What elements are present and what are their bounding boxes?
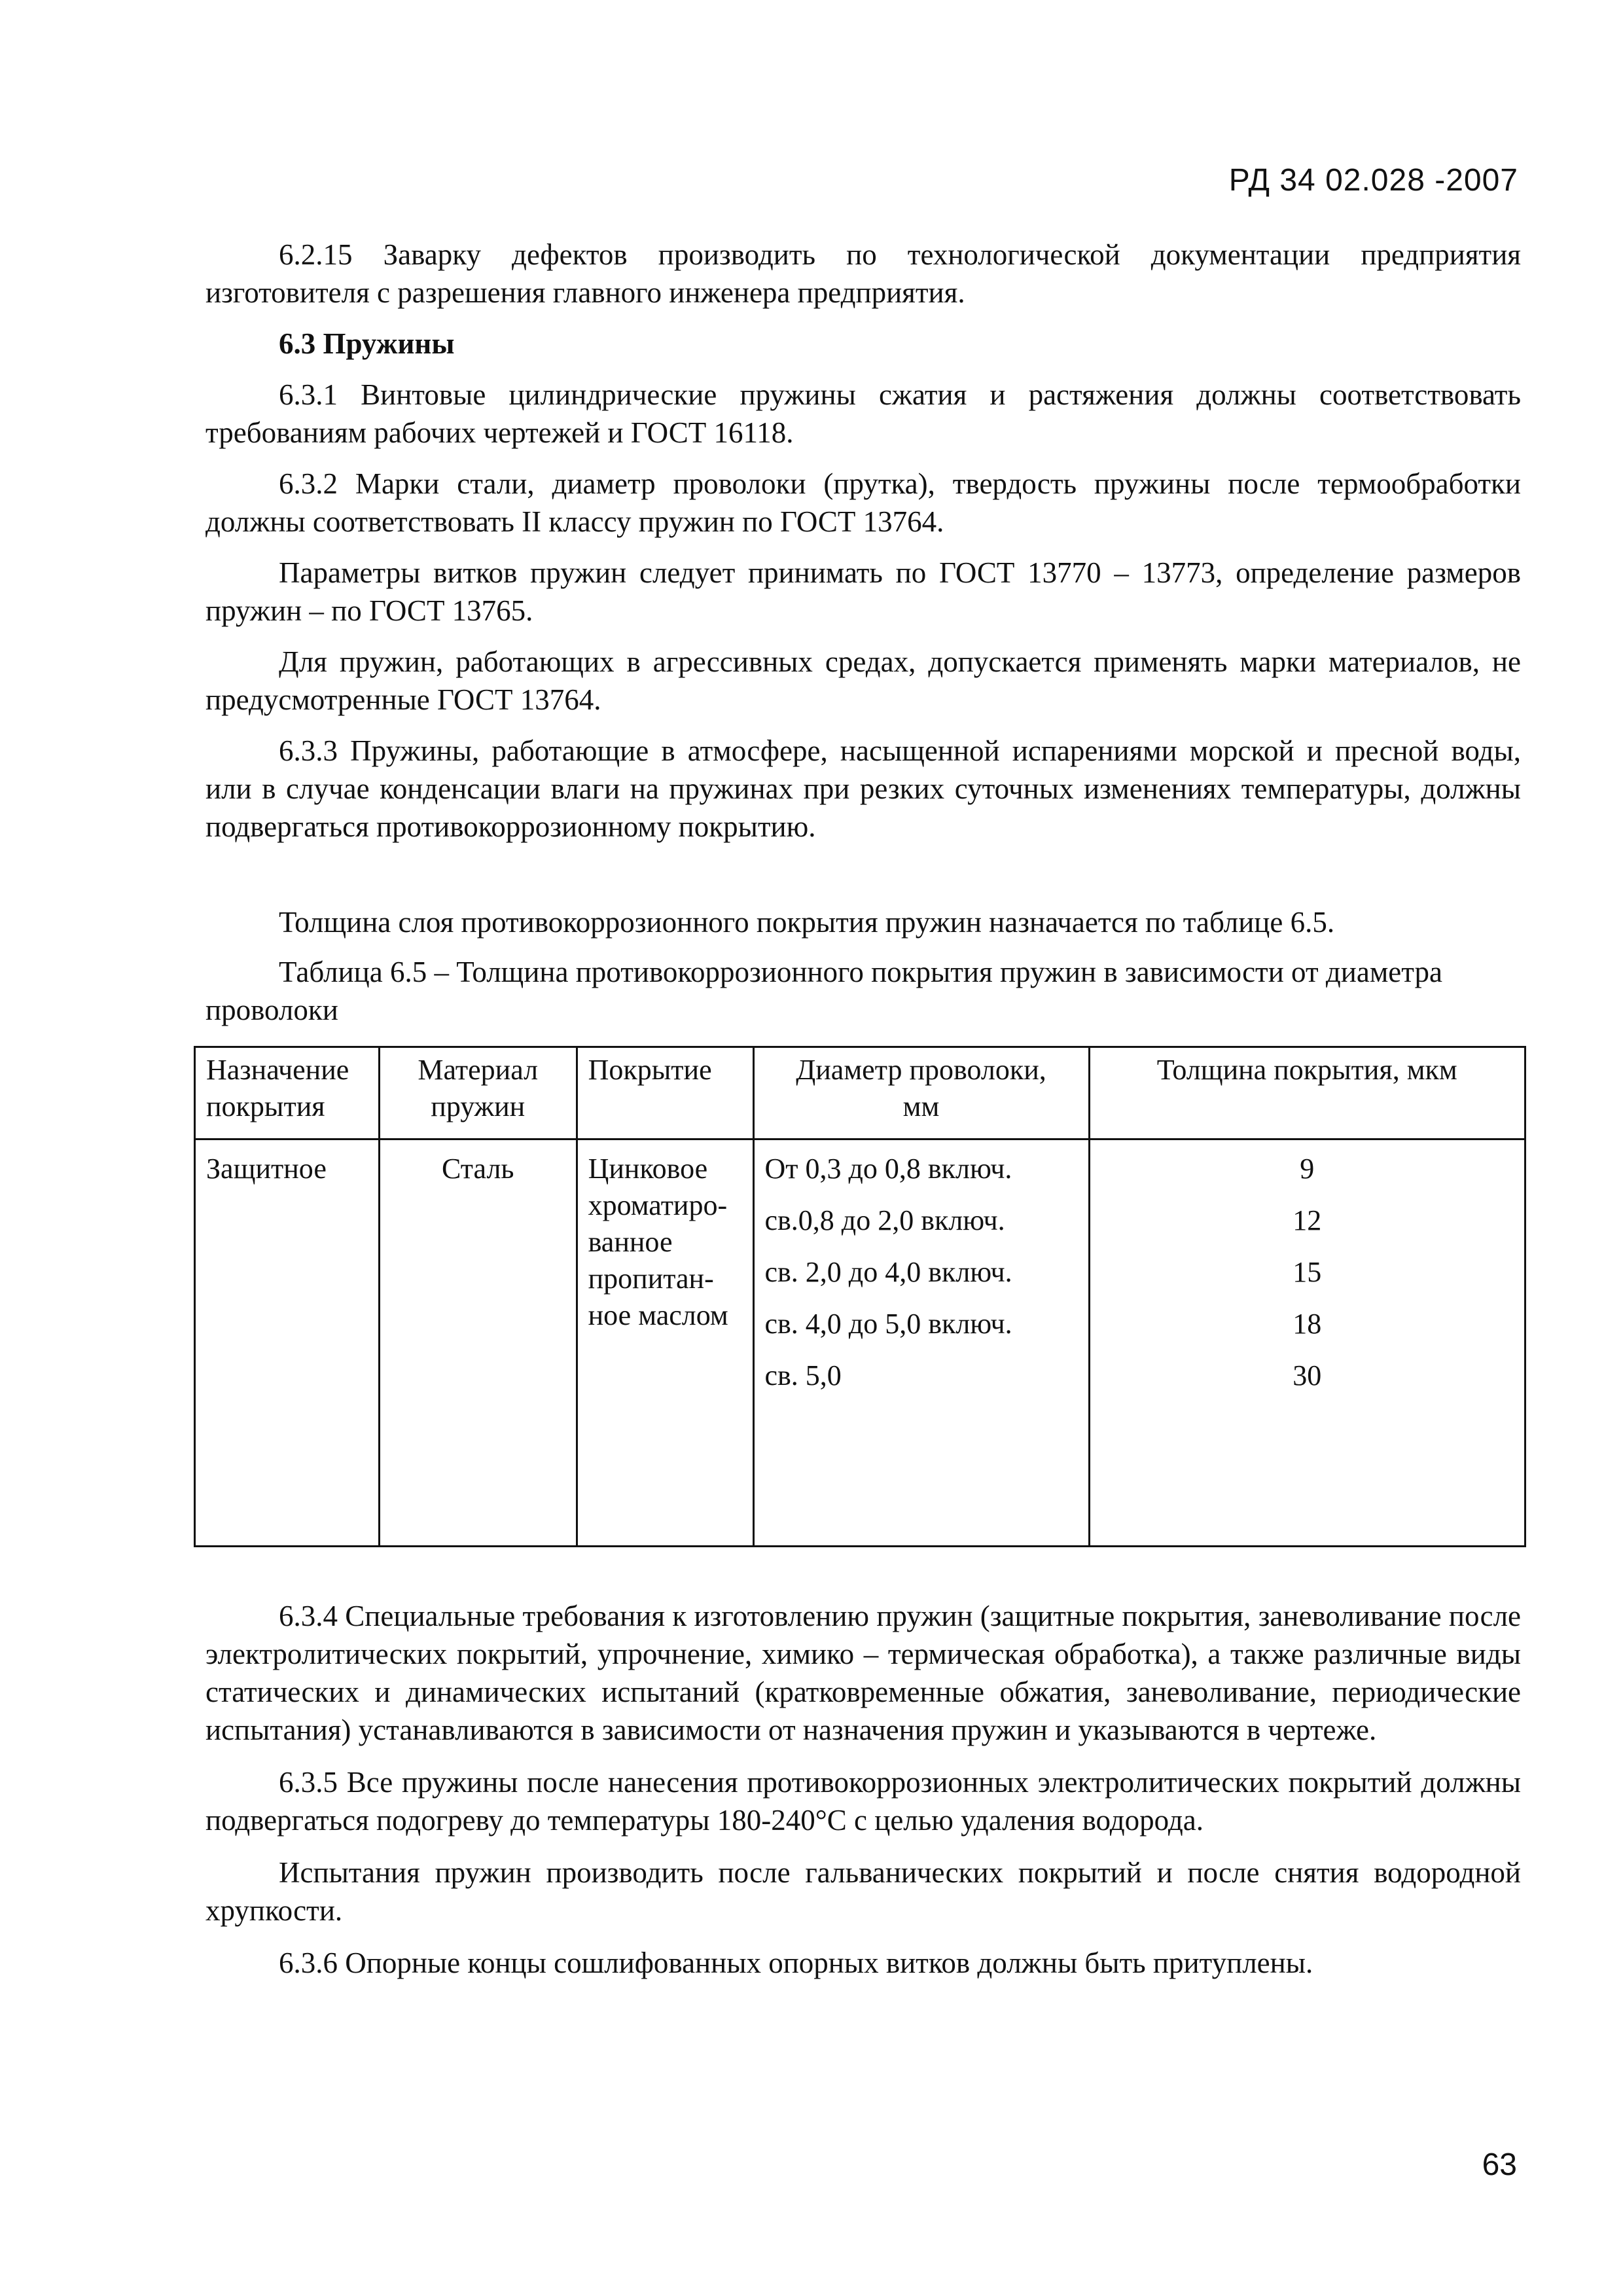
paragraph-6-2-15: 6.2.15 Заварку дефектов производить по технологической документации предприятия изготовителя с разрешения главного инженера предприятия. — [205, 238, 1521, 309]
paragraph-6-3-1: 6.3.1 Винтовые цилиндрические пружины сжатия и растяжения должны соответствовать требованиям рабочих чертежей и ГОСТ 16118. — [205, 378, 1521, 449]
table-intro-block — [205, 903, 1521, 1029]
diameter-value: От 0,3 до 0,8 включ. — [764, 1153, 1012, 1185]
cell-material: Сталь — [379, 1139, 577, 1547]
cell-purpose: Защитное — [195, 1139, 380, 1547]
thickness-value: 18 — [1293, 1308, 1322, 1340]
diameter-value: св. 2,0 до 4,0 включ. — [764, 1256, 1012, 1288]
header-material: Материал пружин — [379, 1047, 577, 1139]
cell-coating: Цинковое хроматиро- ванное пропитан- ное маслом — [577, 1139, 753, 1547]
thickness-value: 12 — [1293, 1204, 1322, 1236]
section-title: 6.3 Пружины — [279, 327, 455, 360]
table-caption: Таблица 6.5 – Толщина противокоррозионного покрытия пружин в зависимости от диаметра проволоки — [205, 956, 1442, 1026]
cell-diameters — [753, 1139, 1089, 1547]
cell-thickness — [1089, 1139, 1525, 1547]
paragraph-6-3-4: 6.3.4 Специальные требования к изготовлению пружин (защитные покрытия, заневоливание после электролитических покрытий, упрочнение, химико – термическая обработка), а также различные виды статических и динамических испытаний (кратковременные обжатия, заневоливание, периодические испытания) устанавливаются в зависимости от назначения пружин и указываются в чертеже. — [205, 1600, 1521, 1746]
header-purpose: Назначение покрытия — [195, 1047, 380, 1139]
table-row — [195, 1139, 1525, 1547]
paragraph-6-3-2: 6.3.2 Марки стали, диаметр проволоки (прутка), твердость пружины после термообработки должны соответствовать II классу пружин по ГОСТ 13764. — [205, 467, 1521, 538]
paragraph-6-3-5: 6.3.5 Все пружины после нанесения противокоррозионных электролитических покрытий должны подвергаться подогреву до температуры 180-240°С с целью удаления водорода. — [205, 1766, 1521, 1837]
diameter-value: св. 5,0 — [764, 1359, 842, 1391]
header-coating: Покрытие — [577, 1047, 753, 1139]
diameter-value: св. 4,0 до 5,0 включ. — [764, 1308, 1012, 1340]
coating-thickness-table — [194, 1046, 1526, 1547]
table-header-row — [195, 1047, 1525, 1139]
paragraph-6-3-6: 6.3.6 Опорные концы сошлифованных опорных витков должны быть притуплены. — [279, 1946, 1313, 1979]
paragraph-6-3-3: 6.3.3 Пружины, работающие в атмосфере, насыщенной испарениями морской и пресной воды, или в случае конденсации влаги на пружинах при резких суточных изменениях температуры, должны подвергаться противокоррозионному покрытию. — [205, 734, 1521, 843]
table-intro: Толщина слоя противокоррозионного покрытия пружин назначается по таблице 6.5. — [279, 906, 1335, 939]
thickness-value: 15 — [1293, 1256, 1322, 1288]
header-thickness: Толщина покрытия, мкм — [1089, 1047, 1525, 1139]
thickness-value: 9 — [1300, 1153, 1315, 1185]
body-bottom — [205, 1597, 1521, 1982]
page-number: 63 — [1482, 2147, 1517, 2182]
paragraph-testing: Испытания пружин производить после гальванических покрытий и после снятия водородной хрупкости. — [205, 1856, 1521, 1927]
document-code: РД 34 02.028 -2007 — [1228, 163, 1518, 198]
thickness-value: 30 — [1293, 1359, 1322, 1391]
body-top — [205, 236, 1521, 846]
diameter-value: св.0,8 до 2,0 включ. — [764, 1204, 1005, 1236]
paragraph-aggressive-media: Для пружин, работающих в агрессивных средах, допускается применять марки материалов, не предусмотренные ГОСТ 13764. — [205, 645, 1521, 716]
paragraph-parameters: Параметры витков пружин следует принимать по ГОСТ 13770 – 13773, определение размеров пружин – по ГОСТ 13765. — [205, 556, 1521, 627]
header-diameter: Диаметр проволоки, мм — [753, 1047, 1089, 1139]
